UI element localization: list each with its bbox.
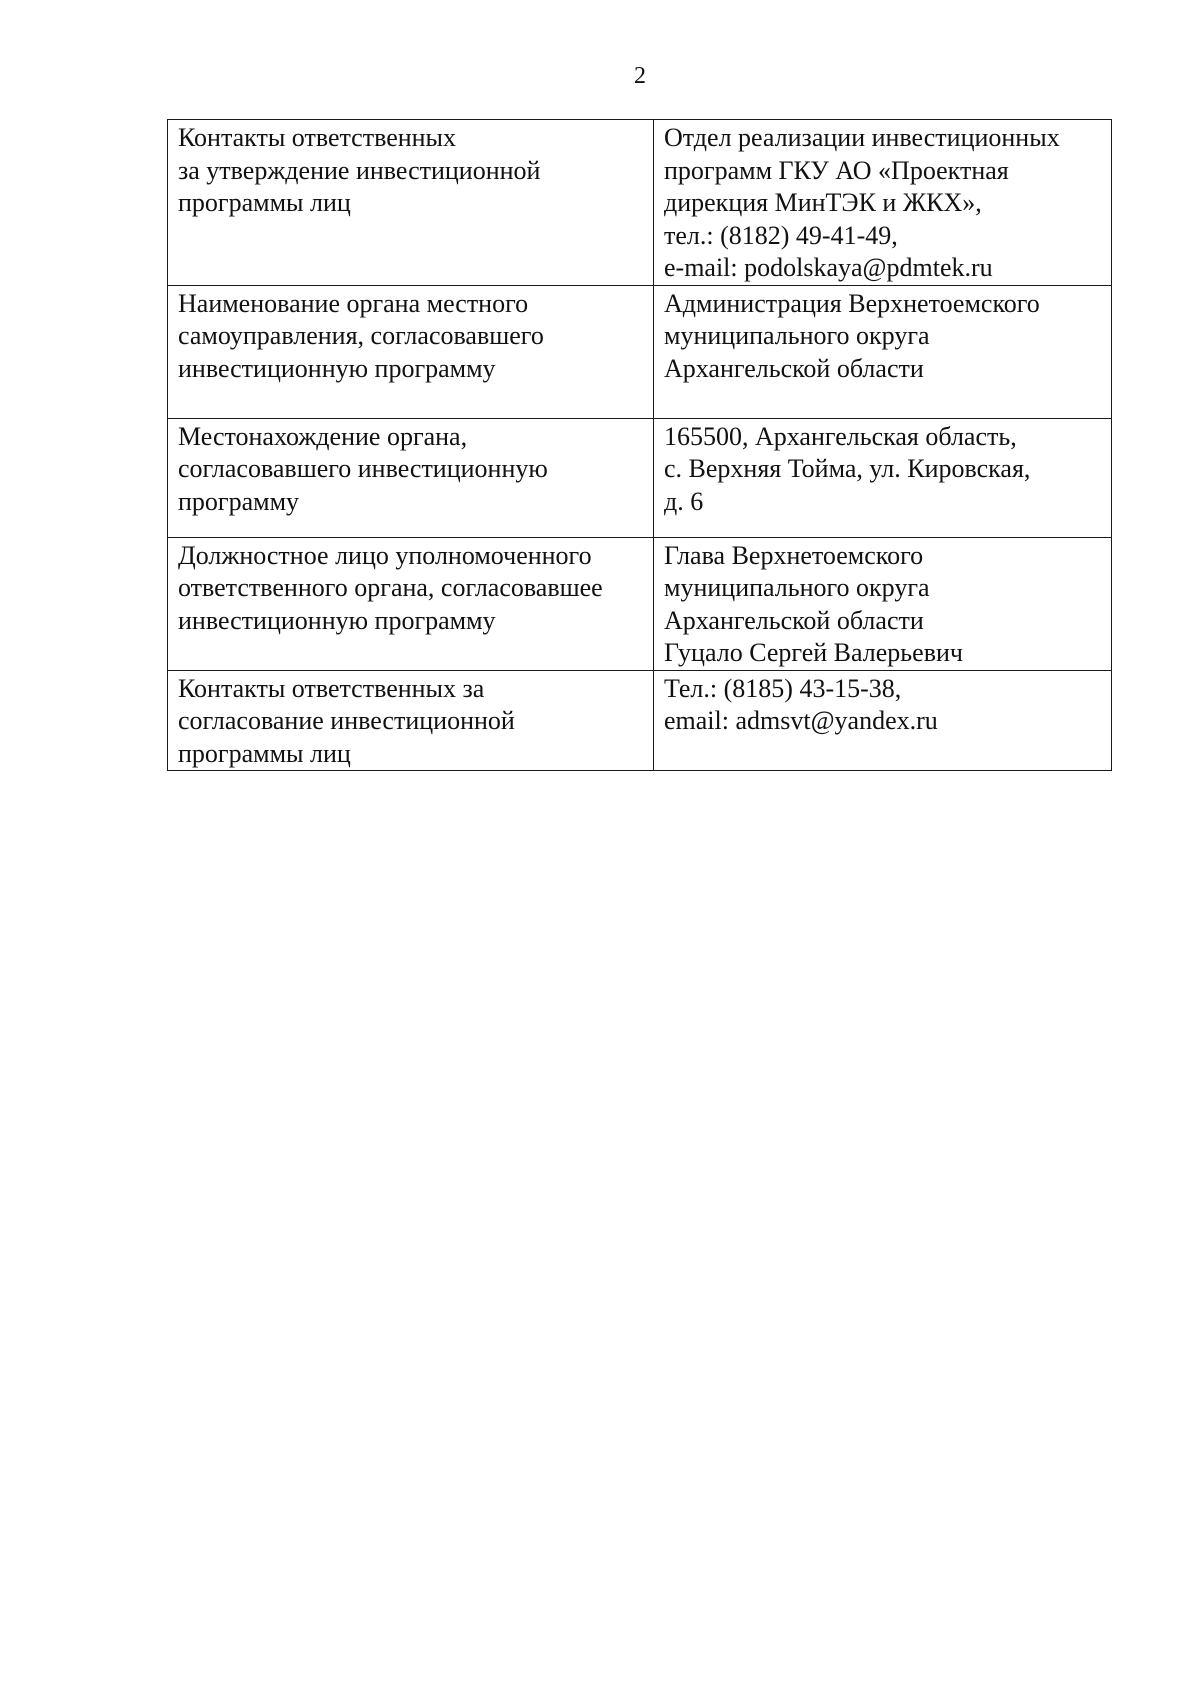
row-label: Должностное лицо уполномоченного ответственного органа, согласовавшее инвестиционную программу [168,537,654,670]
row-label: Контакты ответственных за согласование инвестиционной программы лиц [168,670,654,771]
row-label: Наименование органа местного самоуправления, согласовавшего инвестиционную программу [168,285,654,418]
row-value: Администрация Верхнетоемского муниципального округа Архангельской области [654,285,1112,418]
table-row [168,285,1112,418]
row-value: Глава Верхнетоемского муниципального округа Архангельской области Гуцало Сергей Валерьевич [654,537,1112,670]
row-label: Местонахождение органа, согласовавшего инвестиционную программу [168,418,654,537]
row-value: 165500, Архангельская область, с. Верхняя Тойма, ул. Кировская, д. 6 [654,418,1112,537]
page-number: 2 [634,63,646,89]
row-value: Тел.: (8185) 43-15-38, email: admsvt@yandex.ru [654,670,1112,771]
table-row [168,418,1112,537]
row-value: Отдел реализации инвестиционных программ ГКУ АО «Проектная дирекция МинТЭК и ЖКХ», тел.: (8182) 49-41-49, e-mail: podolskaya@pdmtek.ru [654,120,1112,286]
table-row [168,120,1112,286]
table-row [168,537,1112,670]
info-table [167,119,1112,771]
row-label: Контакты ответственных за утверждение инвестиционной программы лиц [168,120,654,286]
table-row [168,670,1112,771]
